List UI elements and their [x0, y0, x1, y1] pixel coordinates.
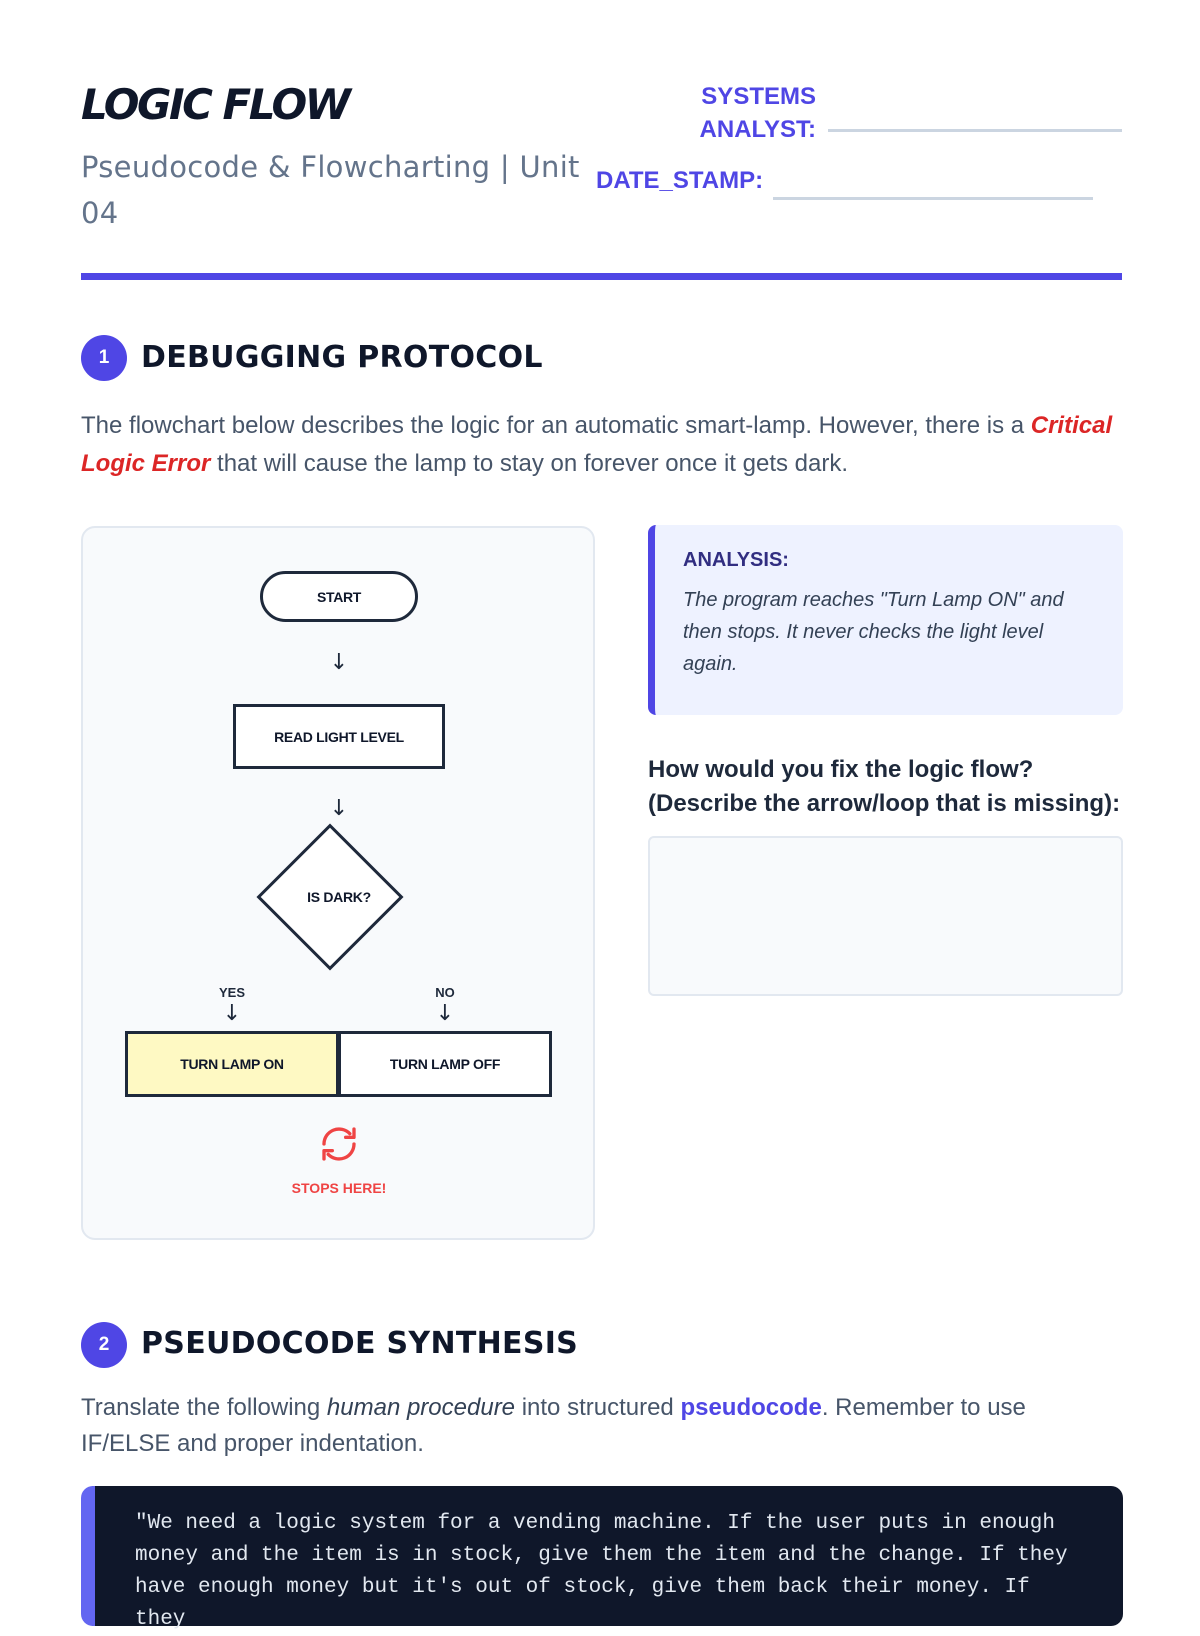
analysis-title: ANALYSIS: — [683, 549, 789, 571]
section-1-title: DEBUGGING PROTOCOL — [141, 340, 543, 375]
human-procedure-emphasis: human procedure — [326, 1394, 516, 1421]
section-2-title: PSEUDOCODE SYNTHESIS — [141, 1326, 579, 1361]
date-label: DATE_STAMP: — [596, 167, 764, 194]
fix-question: How would you fix the logic flow? (Describe the arrow/loop that is missing): — [648, 756, 1121, 817]
analyst-name-field[interactable] — [828, 129, 1122, 132]
section-2-intro — [81, 1390, 1121, 1462]
s2-intro-c: . Remember to use IF/ELSE and proper indentation. — [81, 1394, 1026, 1457]
pseudocode-keyword: pseudocode — [680, 1394, 822, 1421]
flowchart-lamp-on-node: TURN LAMP ON — [125, 1031, 339, 1097]
branch-no-label: NO — [435, 985, 455, 1000]
stops-here-label: STOPS HERE! — [291, 1180, 387, 1196]
arrow-down-icon: ↓ — [329, 650, 349, 675]
worksheet-subtitle: Pseudocode & Flowcharting | Unit 04 — [81, 150, 580, 230]
refresh-icon — [319, 1124, 359, 1164]
procedure-quote-block — [81, 1486, 1123, 1631]
analysis-callout — [648, 525, 1123, 715]
flowchart-read-node: READ LIGHT LEVEL — [233, 704, 445, 769]
arrow-down-icon: ↓ — [329, 796, 349, 821]
critical-error-highlight: Critical Logic Error — [81, 412, 1113, 477]
flowchart-lamp-off-node: TURN LAMP OFF — [338, 1031, 552, 1097]
header-divider — [81, 273, 1122, 280]
intro-text-after: that will cause the lamp to stay on forever once it gets dark. — [210, 450, 849, 477]
procedure-quote-text: "We need a logic system for a vending machine. If the user puts in enough money and the item is in stock, give them the item and the change. If they have enough money but it's out of stock, give them back their money. If they — [135, 1512, 1068, 1631]
section-2-number: 2 — [81, 1322, 127, 1368]
section-1-number: 1 — [81, 335, 127, 381]
flowchart-decision-label: IS DARK? — [307, 889, 371, 905]
fix-answer-box[interactable] — [648, 836, 1123, 996]
worksheet-title: LOGIC FLOW — [81, 80, 349, 129]
branch-yes-label: YES — [218, 985, 245, 1000]
arrow-down-icon: ↓ — [222, 1001, 242, 1026]
arrow-down-icon: ↓ — [435, 1001, 455, 1026]
intro-text-before: The flowchart below describes the logic for an automatic smart-lamp. However, there is a — [81, 412, 1031, 439]
analysis-body: The program reaches "Turn Lamp ON" and then stops. It never checks the light level again. — [683, 589, 1064, 675]
analyst-label: SYSTEMS ANALYST: — [699, 83, 816, 143]
s2-intro-b: into structured — [515, 1394, 681, 1421]
flowchart-start-node: START — [260, 571, 418, 622]
s2-intro-a: Translate the following — [81, 1394, 327, 1421]
flowchart-panel — [81, 526, 595, 1240]
date-field[interactable] — [773, 197, 1093, 200]
section-1-intro — [81, 407, 1121, 483]
